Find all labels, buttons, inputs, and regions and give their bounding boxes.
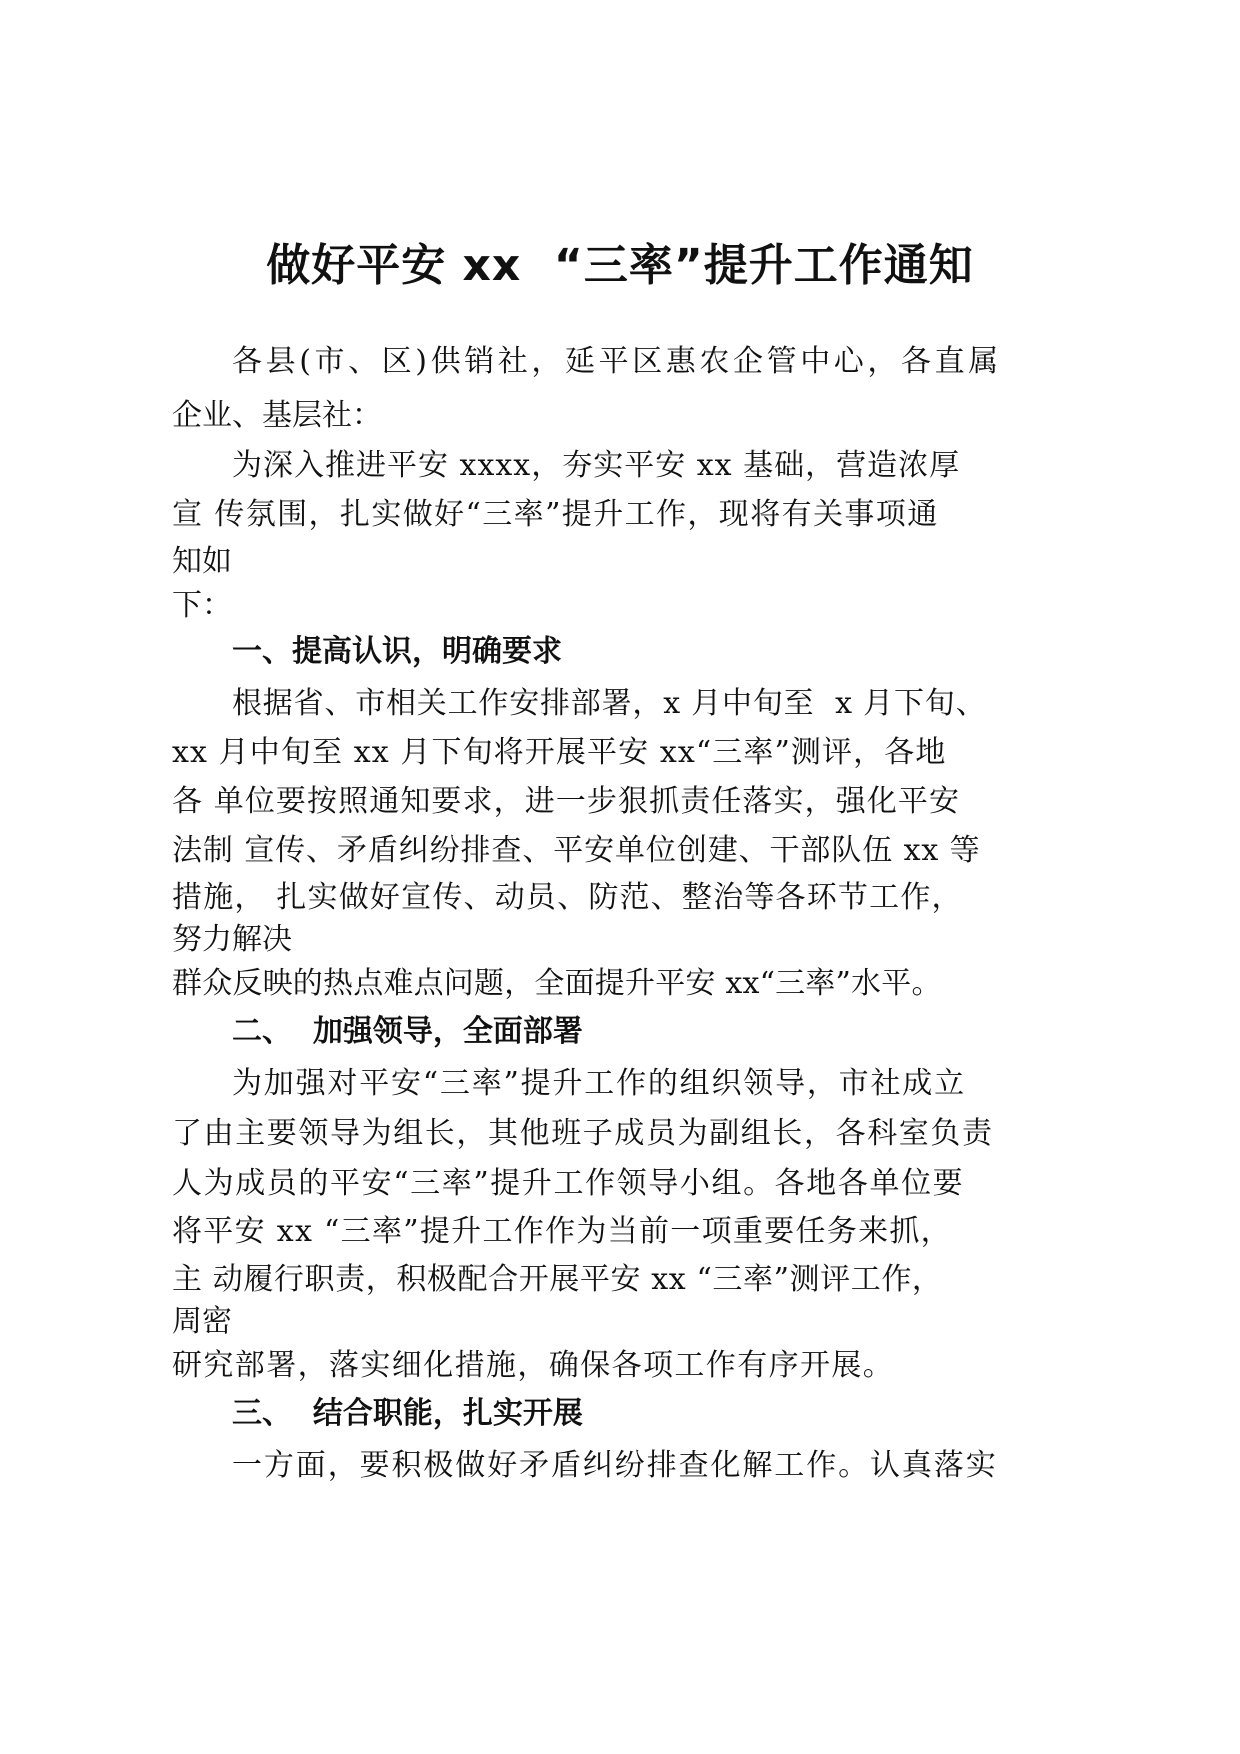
paragraph-line: 下： bbox=[172, 588, 232, 623]
paragraph-line: 努力解决 bbox=[172, 922, 292, 957]
salutation-line: 各县(市、区)供销社，延平区惠农企管中心，各直属 bbox=[232, 344, 1002, 379]
paragraph-line: 为深入推进平安 xxxx，夯实平安 xx 基础，营造浓厚 bbox=[232, 448, 961, 483]
section-heading: 三、 结合职能，扎实开展 bbox=[232, 1396, 583, 1431]
paragraph-line: 为加强对平安“三率”提升工作的组织领导，市社成立 bbox=[232, 1066, 966, 1101]
paragraph-line: 主 动履行职责，积极配合开展平安 xx “三率”测评工作， bbox=[172, 1262, 943, 1297]
paragraph-line: 群众反映的热点难点问题，全面提升平安 xx“三率”水平。 bbox=[172, 966, 942, 1001]
paragraph-line: 了由主要领导为组长，其他班子成员为副组长，各科室负责 bbox=[172, 1116, 994, 1151]
salutation-line: 企业、基层社： bbox=[172, 398, 382, 433]
paragraph-line: 周密 bbox=[172, 1304, 232, 1339]
paragraph-line: 措施， 扎实做好宣传、动员、防范、整治等各环节工作， bbox=[172, 880, 963, 915]
paragraph-line: 法制 宣传、矛盾纠纷排查、平安单位创建、干部队伍 xx 等 bbox=[172, 833, 981, 868]
paragraph-line: 将平安 xx “三率”提升工作作为当前一项重要任务来抓， bbox=[172, 1214, 952, 1249]
section-heading: 一、提高认识，明确要求 bbox=[232, 634, 562, 669]
paragraph-line: 一方面，要积极做好矛盾纠纷排查化解工作。认真落实 bbox=[232, 1448, 998, 1483]
paragraph-line: xx 月中旬至 xx 月下旬将开展平安 xx“三率”测评，各地 bbox=[172, 735, 947, 770]
paragraph-line: 宣 传氛围，扎实做好“三率”提升工作，现将有关事项通 bbox=[172, 497, 939, 532]
paragraph-line: 人为成员的平安“三率”提升工作领导小组。各地各单位要 bbox=[172, 1166, 965, 1201]
section-heading: 二、 加强领导，全面部署 bbox=[232, 1014, 583, 1049]
paragraph-line: 根据省、市相关工作安排部署，x 月中旬至 x 月下旬、 bbox=[232, 686, 987, 721]
document-title: 做好平安 xx “三率”提升工作通知 bbox=[266, 240, 974, 291]
paragraph-line: 各 单位要按照通知要求，进一步狠抓责任落实，强化平安 bbox=[172, 784, 961, 819]
paragraph-line: 研究部署，落实细化措施，确保各项工作有序开展。 bbox=[172, 1348, 895, 1383]
paragraph-line: 知如 bbox=[172, 544, 232, 579]
